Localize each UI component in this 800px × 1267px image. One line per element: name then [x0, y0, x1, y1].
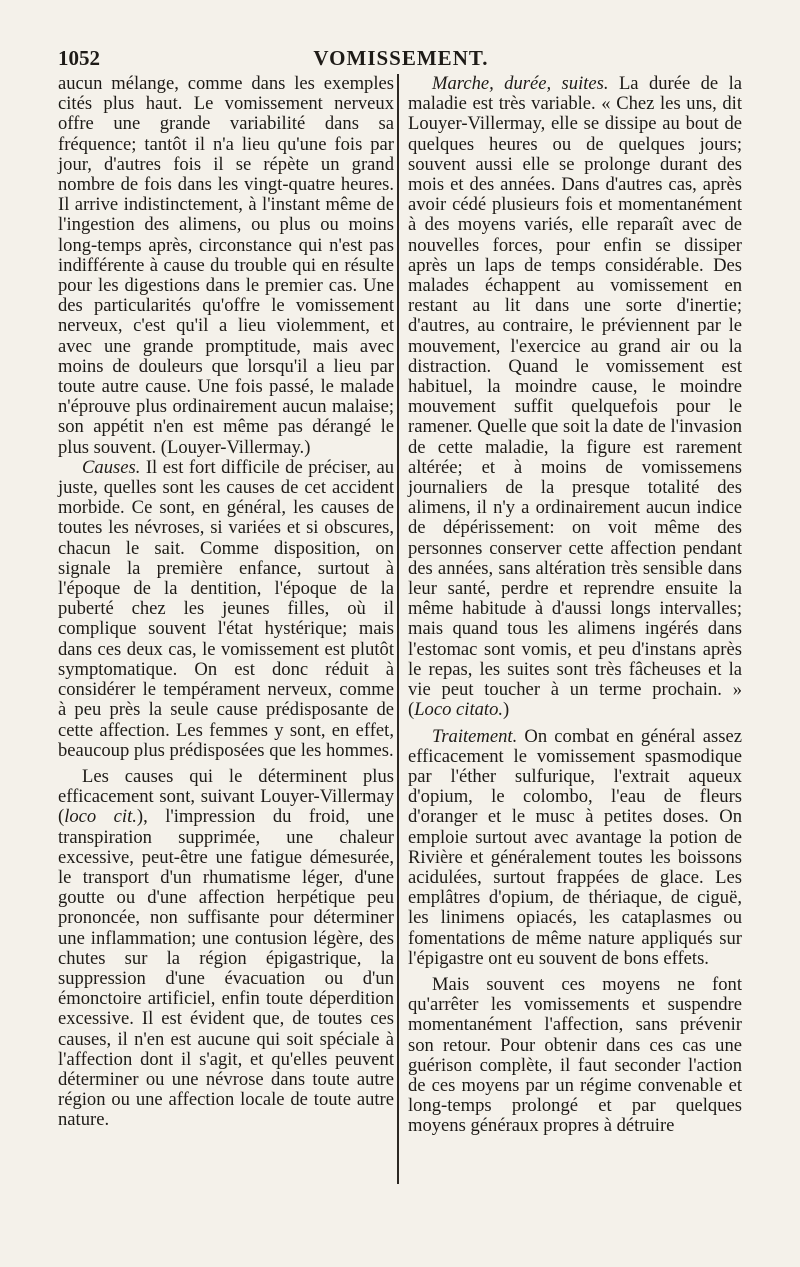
left-column	[58, 74, 394, 1131]
section-label-marche: Marche, durée, suites.	[432, 73, 609, 94]
paragraph-text: La durée de la maladie est très variable. « Chez les uns, dit Louyer-Villermay, elle se dissipe au bout de quelques heures ou de quelques jours; souvent aussi elle se prolonge durant des mois et des années. Dans d'autres cas, après avoir cédé plusieurs fois et momentanément à des moyens variés, elle reparaît avec de nouvelles forces, pour enfin se dissiper après un laps de temps considérable. Des malades échappent au vomissement en restant au lit dans une sorte d'inertie; d'autres, au contraire, le préviennent par le mouvement, l'exercice au grand air ou la distraction. Quand le vomissement est habituel, la moindre cause, le moindre mouvement suffit quelquefois pour le ramener. Quelle que soit la date de l'invasion de cette maladie, la figure est rarement altérée; et à moins de vomissemens journaliers de la presque totalité des alimens, il n'y a ordinairement aucun indice de dépérissement: on voit même des personnes conserver cette affection pendant des années, sans altération très sensible dans leur santé, perdre et reprendre ensuite la même habitude à d'aussi longs intervalles; mais quand tous les alimens ingérés dans l'estomac sont vomis, et peu d'instans après le repas, les suites sont très fâcheuses et la vie peut toucher à un terme prochain. » (	[408, 73, 742, 721]
running-title: VOMISSEMENT.	[313, 46, 489, 70]
causes-paragraph	[58, 458, 394, 761]
marche-paragraph	[408, 74, 742, 721]
section-label-causes: Causes.	[82, 456, 141, 478]
citation: Loco citato.	[414, 699, 504, 721]
paragraph-text: On combat en général assez efficacement le vomissement spasmodique par l'éther sulfurique, l'extrait aqueux d'opium, le colombo, l'eau de fleurs d'oranger et le musc à petites doses. On emploie surtout avec avantage la potion de Rivière et généralement toutes les boissons acidulées, surtout frappées de glace. Les emplâtres d'opium, de thériaque, de ciguë, les linimens opiacés, les cataplasmes ou fomentations de même nature appliqués sur l'épigastre ont eu souvent de bons effets.	[408, 725, 742, 969]
page-header	[58, 46, 744, 72]
paragraph-text: )	[503, 699, 510, 721]
paragraph-text: Il est fort difficile de préciser, au juste, quelles sont les causes de cet accident morbide. Ce sont, en général, les causes de toutes les névroses, si variées et si obscures, chacun le sait. Comme disposition, on signale la première enfance, surtout à l'époque de la dentition, l'époque de la puberté chez les jeunes filles, où il complique souvent l'état hystérique; mais dans ces deux cas, le vomissement est plutôt symptomatique. On est donc réduit à considérer le tempérament nerveux, comme à peu près la seule cause prédisposante de cette affection. Les femmes y sont, en effet, beaucoup plus prédisposées que les hommes.	[58, 456, 394, 761]
paragraph-text: ), l'impression du froid, une transpiration supprimée, une chaleur excessive, peut-être une fatigue démesurée, le transport d'un rhumatisme léger, d'une goutte ou d'une affection herpétique peu prononcée, non suffisante pour déterminer une inflammation; une contusion légère, des chutes sur la région épigastrique, la suppression d'une évacuation ou d'un émonctoire artificiel, enfin toute déperdition excessive. Il est évident que, de toutes ces causes, il n'en est aucune qui soit spéciale à l'affection dont il s'agit, et qu'elles peuvent déterminer ou une névrose dans toute autre région ou une affection locale de toute autre nature.	[58, 806, 394, 1131]
page-number: 1052	[58, 46, 100, 70]
column-divider	[397, 74, 399, 1184]
paragraph: aucun mélange, comme dans les exemples cités plus haut. Le vomissement nerveux offre une grande variabilité dans sa fréquence; tantôt il n'a lieu qu'une fois par jour, d'autres fois il se répète un grand nombre de fois dans les vingt-quatre heures. Il arrive indistinctement, à l'instant même de l'ingestion des alimens, ou plus ou moins long-temps après, circonstance qui n'est pas indifférente à cause du trouble qui en résulte pour les digestions dans le premier cas. Une des particularités qu'offre le vomissement nerveux, c'est qu'il a lieu violemment, et avec une grande promptitude, mais avec moins de douleurs que lorsqu'il a lieu par toute autre cause. Une fois passé, le malade n'éprouve plus ordinairement aucun malaise; son appétit n'en est même pas dérangé le plus souvent. (Louyer-Villermay.)	[58, 73, 394, 458]
right-column	[408, 74, 742, 1137]
traitement-paragraph	[408, 727, 742, 969]
paragraph	[58, 767, 394, 1131]
section-label-traitement: Traitement.	[432, 725, 518, 747]
paragraph: Mais souvent ces moyens ne font qu'arrêter les vomissements et suspendre momentanément l'affection, sans prévenir son retour. Pour obtenir dans ces cas une guérison complète, il faut seconder l'action de ces moyens par un régime convenable et long-temps prolongé et par quelques moyens généraux propres à détruire	[408, 973, 742, 1137]
citation: loco cit.	[64, 806, 137, 828]
paragraph-text: Les causes qui le déterminent plus efficacement sont, suivant Louyer-Villermay (	[58, 765, 394, 828]
